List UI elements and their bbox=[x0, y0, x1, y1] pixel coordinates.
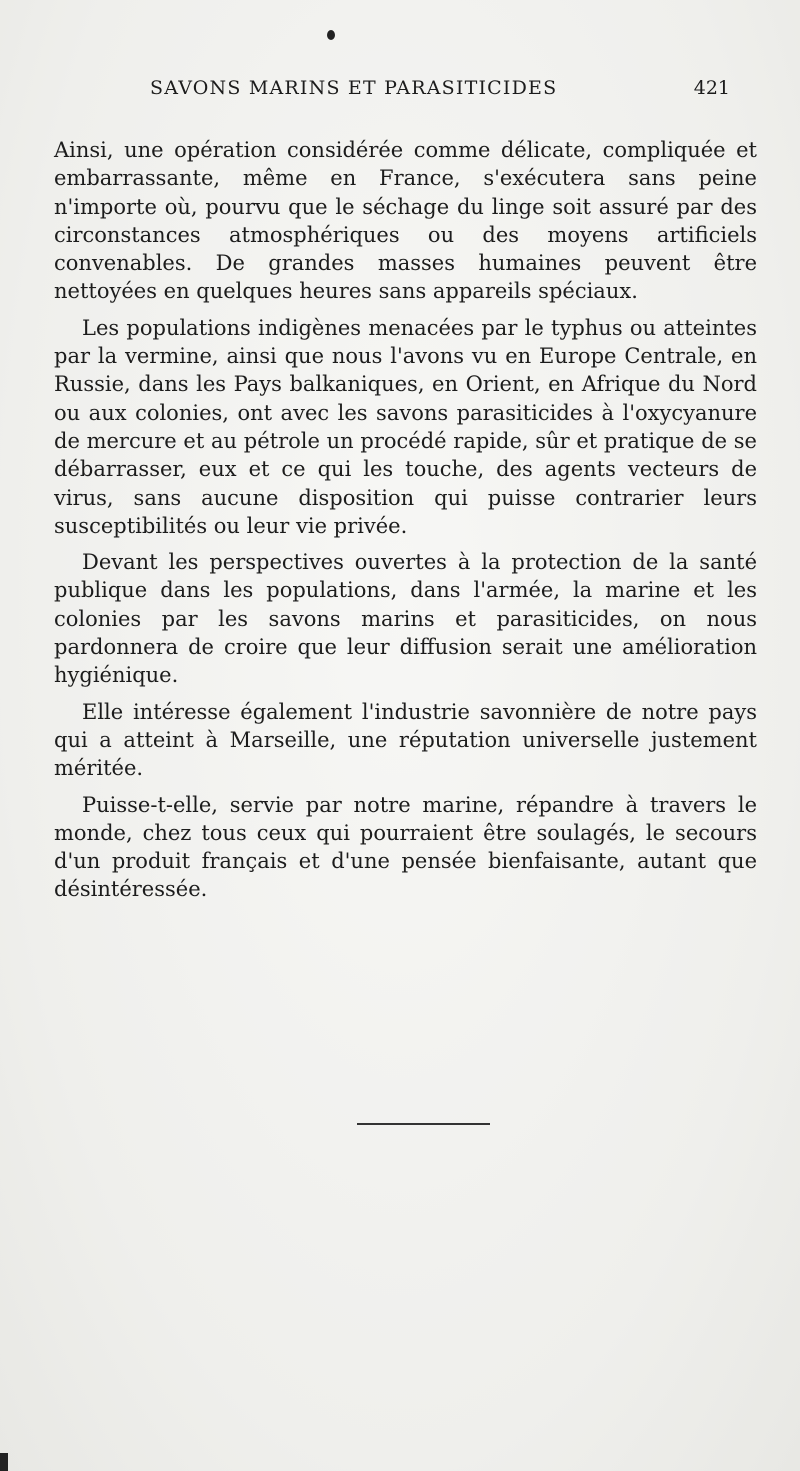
end-rule bbox=[357, 1123, 490, 1125]
scan-edge bbox=[0, 1453, 8, 1471]
paragraph: Devant les perspectives ouvertes à la protection de la santé publique dans les populations, dans l'armée, la marine et les colonies par les savons marins et parasiticides, on nous pardonnera de croire que leur diffusion serait une amélioration hygiénique. bbox=[54, 550, 757, 688]
paragraph: Ainsi, une opération considérée comme délicate, compliquée et embarrassante, même en France, s'exécutera sans peine n'importe où, pourvu que le séchage du linge soit assuré par des circonstances atmosphériques ou des moyens artificiels convenables. De grandes masses humaines peuvent être nettoyées en quelques heures sans appareils spéciaux. bbox=[54, 138, 757, 304]
ink-mark bbox=[327, 30, 335, 40]
body-text bbox=[54, 136, 757, 912]
page-number: 421 bbox=[693, 77, 730, 99]
running-title: SAVONS MARINS ET PARASITICIDES bbox=[150, 77, 558, 99]
paragraph: Elle intéresse également l'industrie savonnière de notre pays qui a atteint à Marseille, une réputation universelle justement méritée. bbox=[54, 699, 757, 781]
paragraph: Puisse-t-elle, servie par notre marine, répandre à travers le monde, chez tous ceux qui pourraient être soulagés, le secours d'un produit français et d'une pensée bienfaisante, autant que désintéressée. bbox=[54, 792, 757, 902]
paragraph: Les populations indigènes menacées par le typhus ou atteintes par la vermine, ainsi que nous l'avons vu en Europe Centrale, en Russie, dans les Pays balkaniques, en Orient, en Afrique du Nord ou aux colonies, ont avec les savons parasiticides à l'oxycyanure de mercure et au pétrole un procédé rapide, sûr et pratique de se débarrasser, eux et ce qui les touche, des agents vecteurs de virus, sans aucune disposition qui puisse contrarier leurs susceptibilités ou leur vie privée. bbox=[54, 315, 757, 538]
running-header bbox=[150, 77, 730, 107]
